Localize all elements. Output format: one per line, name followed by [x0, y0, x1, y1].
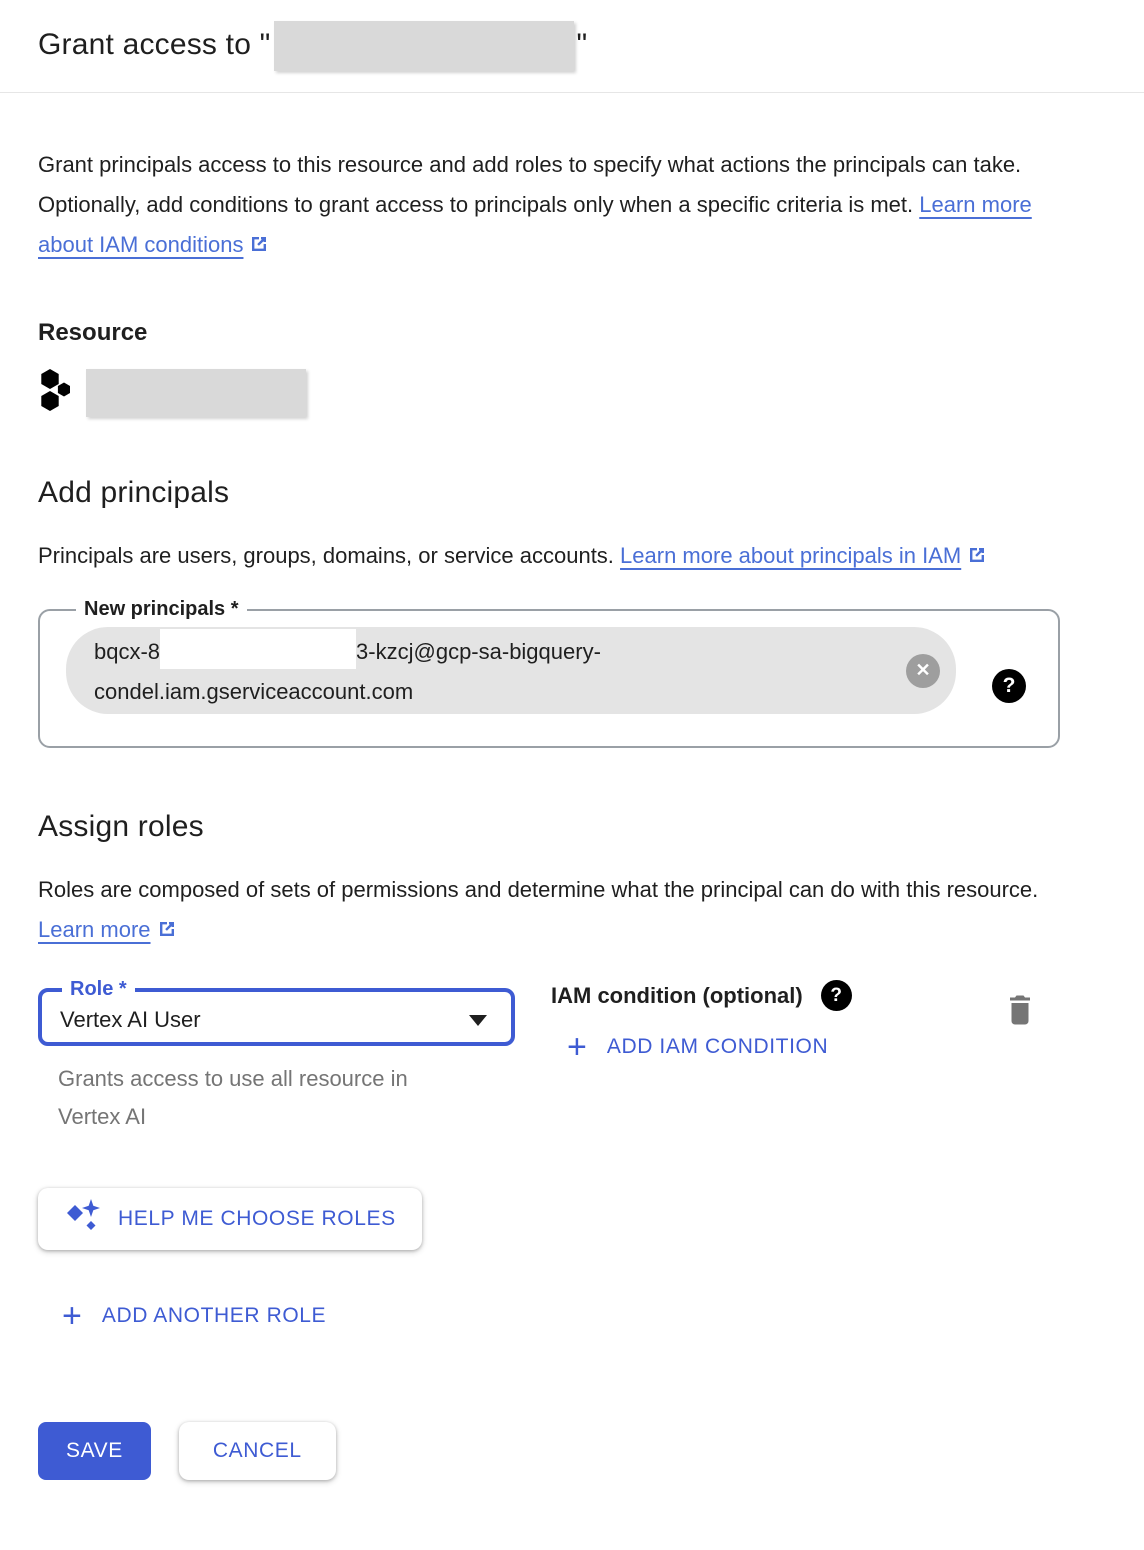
page-title-suffix: "	[576, 27, 588, 61]
principal-chip-text	[94, 629, 601, 712]
principals-link[interactable]: Learn more about principals in IAM	[620, 543, 962, 568]
save-button[interactable]: SAVE	[38, 1422, 151, 1480]
cancel-button[interactable]: CANCEL	[179, 1422, 336, 1480]
principals-help-icon[interactable]: ?	[992, 669, 1026, 703]
role-helper-text: Grants access to use all resource in Vertex AI	[58, 1066, 408, 1129]
principal-email-mid: 3-kzcj@gcp-sa-bigquery-	[356, 639, 601, 664]
intro-paragraph	[38, 145, 1044, 267]
principal-email-start: bqcx-8	[94, 639, 161, 664]
principals-paragraph	[38, 536, 1044, 578]
page-title-prefix: Grant access to "	[38, 27, 271, 61]
chevron-down-icon	[469, 1015, 487, 1026]
principal-chip[interactable]	[66, 627, 956, 714]
add-iam-condition-label: ADD IAM CONDITION	[606, 1035, 829, 1058]
add-another-role-button[interactable]	[62, 1297, 1044, 1335]
help-me-choose-roles-label: HELP ME CHOOSE ROLES	[118, 1207, 396, 1230]
role-assignment-row	[38, 978, 1044, 1136]
role-selected-value: Vertex AI User	[60, 1007, 201, 1032]
redacted-principal-id	[160, 629, 356, 669]
role-label: Role *	[70, 978, 127, 1000]
principals-text: Principals are users, groups, domains, or service accounts.	[38, 543, 621, 568]
dialog-header	[0, 0, 1144, 93]
roles-text: Roles are composed of sets of permissions and determine what the principal can do with this resource.	[38, 877, 1039, 902]
roles-paragraph	[38, 870, 1044, 952]
help-me-choose-roles-button[interactable]	[38, 1188, 422, 1250]
dialog-actions	[38, 1422, 1044, 1480]
new-principals-label: New principals *	[84, 598, 239, 620]
add-another-role-label: ADD ANOTHER ROLE	[101, 1304, 327, 1327]
remove-principal-icon[interactable]: ✕	[906, 654, 940, 688]
principal-email-end: condel.iam.gserviceaccount.com	[94, 679, 414, 704]
page-title	[38, 21, 587, 71]
roles-learn-more-link[interactable]: Learn more	[38, 917, 151, 942]
iam-condition-label: IAM condition (optional)	[551, 982, 803, 1008]
external-link-icon	[157, 912, 177, 952]
resource-hexagons-icon	[40, 367, 70, 418]
role-select[interactable]	[38, 978, 515, 1046]
trash-icon	[1006, 1014, 1034, 1029]
new-principals-field[interactable]	[38, 598, 1060, 748]
gemini-sparkle-icon	[64, 1197, 102, 1241]
assign-roles-heading: Assign roles	[38, 810, 204, 843]
add-principals-heading: Add principals	[38, 476, 230, 509]
iam-conditions-link[interactable]: Learn more about IAM conditions	[38, 192, 1032, 257]
plus-icon: +	[567, 1028, 587, 1066]
external-link-icon	[967, 538, 987, 578]
redacted-resource-value	[86, 369, 306, 417]
redacted-resource-name	[274, 21, 574, 71]
resource-label: Resource	[38, 319, 148, 346]
iam-condition-help-icon[interactable]: ?	[821, 980, 852, 1011]
external-link-icon	[249, 227, 269, 267]
intro-text: Grant principals access to this resource and add roles to specify what actions the principals can take. Optionally, add conditions to grant access to principals only when a specific criteria is met.	[38, 152, 1022, 217]
plus-icon: +	[62, 1297, 82, 1335]
resource-section	[38, 319, 1044, 418]
add-iam-condition-button[interactable]	[567, 1028, 852, 1066]
delete-role-button[interactable]	[1006, 994, 1034, 1029]
